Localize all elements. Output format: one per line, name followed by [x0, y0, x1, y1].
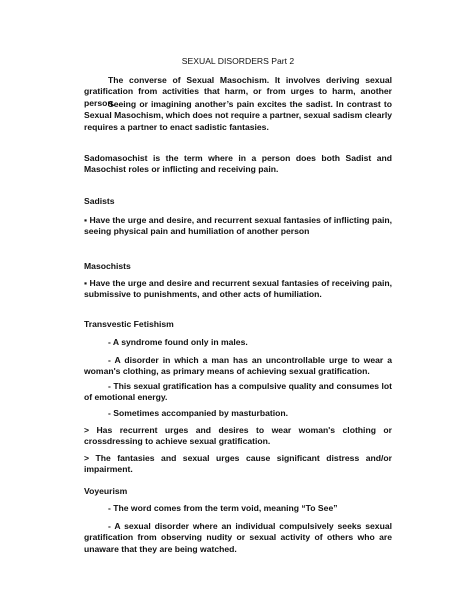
transvestic-item-2: - A disorder in which a man has an uncontrollable urge to wear a woman's clothing, as primary means of achieving sexual gratification. [84, 355, 392, 377]
transvestic-note-2: > The fantasies and sexual urges cause significant distress and/or impairment. [84, 453, 392, 475]
voyeurism-item-1: - The word comes from the term void, meaning “To See” [108, 503, 338, 513]
voyeurism-item-2: - A sexual disorder where an individual compulsively seeks sexual gratification from observing nudity or sexual activity of others who are unaware that they are being watched. [84, 521, 392, 554]
voyeurism-heading: Voyeurism [84, 486, 128, 496]
transvestic-item-1: - A syndrome found only in males. [108, 337, 248, 347]
transvestic-item-3: - This sexual gratification has a compulsive quality and consumes lot of emotional energy. [84, 381, 392, 403]
sadomasochist-paragraph: Sadomasochist is the term where in a person does both Sadist and Masochist roles or inflicting and receiving pain. [84, 153, 392, 175]
sadists-text: ▪ Have the urge and desire, and recurrent sexual fantasies of inflicting pain, seeing physical pain and humiliation of another person [84, 215, 392, 237]
sadists-heading: Sadists [84, 196, 115, 206]
intro-paragraph-1: The converse of Sexual Masochism. It involves deriving sexual gratification from activities that harm, or from urges to harm, another person. [84, 75, 392, 108]
masochists-heading: Masochists [84, 261, 131, 271]
transvestic-note-1: > Has recurrent urges and desires to wear woman's clothing or crossdressing to achieve sexual gratification. [84, 425, 392, 447]
page-title: SEXUAL DISORDERS Part 2 [181, 56, 295, 66]
transvestic-item-4: - Sometimes accompanied by masturbation. [108, 408, 289, 418]
transvestic-heading: Transvestic Fetishism [84, 319, 174, 329]
intro-paragraph-2: Seeing or imagining another’s pain excites the sadist. In contrast to Sexual Masochism, which does not require a partner, sexual sadism clearly requires a partner to enact sadistic fantasies. [84, 99, 392, 132]
masochists-text: ▪ Have the urge and desire and recurrent sexual fantasies of receiving pain, submissive to punishments, and other acts of humiliation. [84, 278, 392, 300]
